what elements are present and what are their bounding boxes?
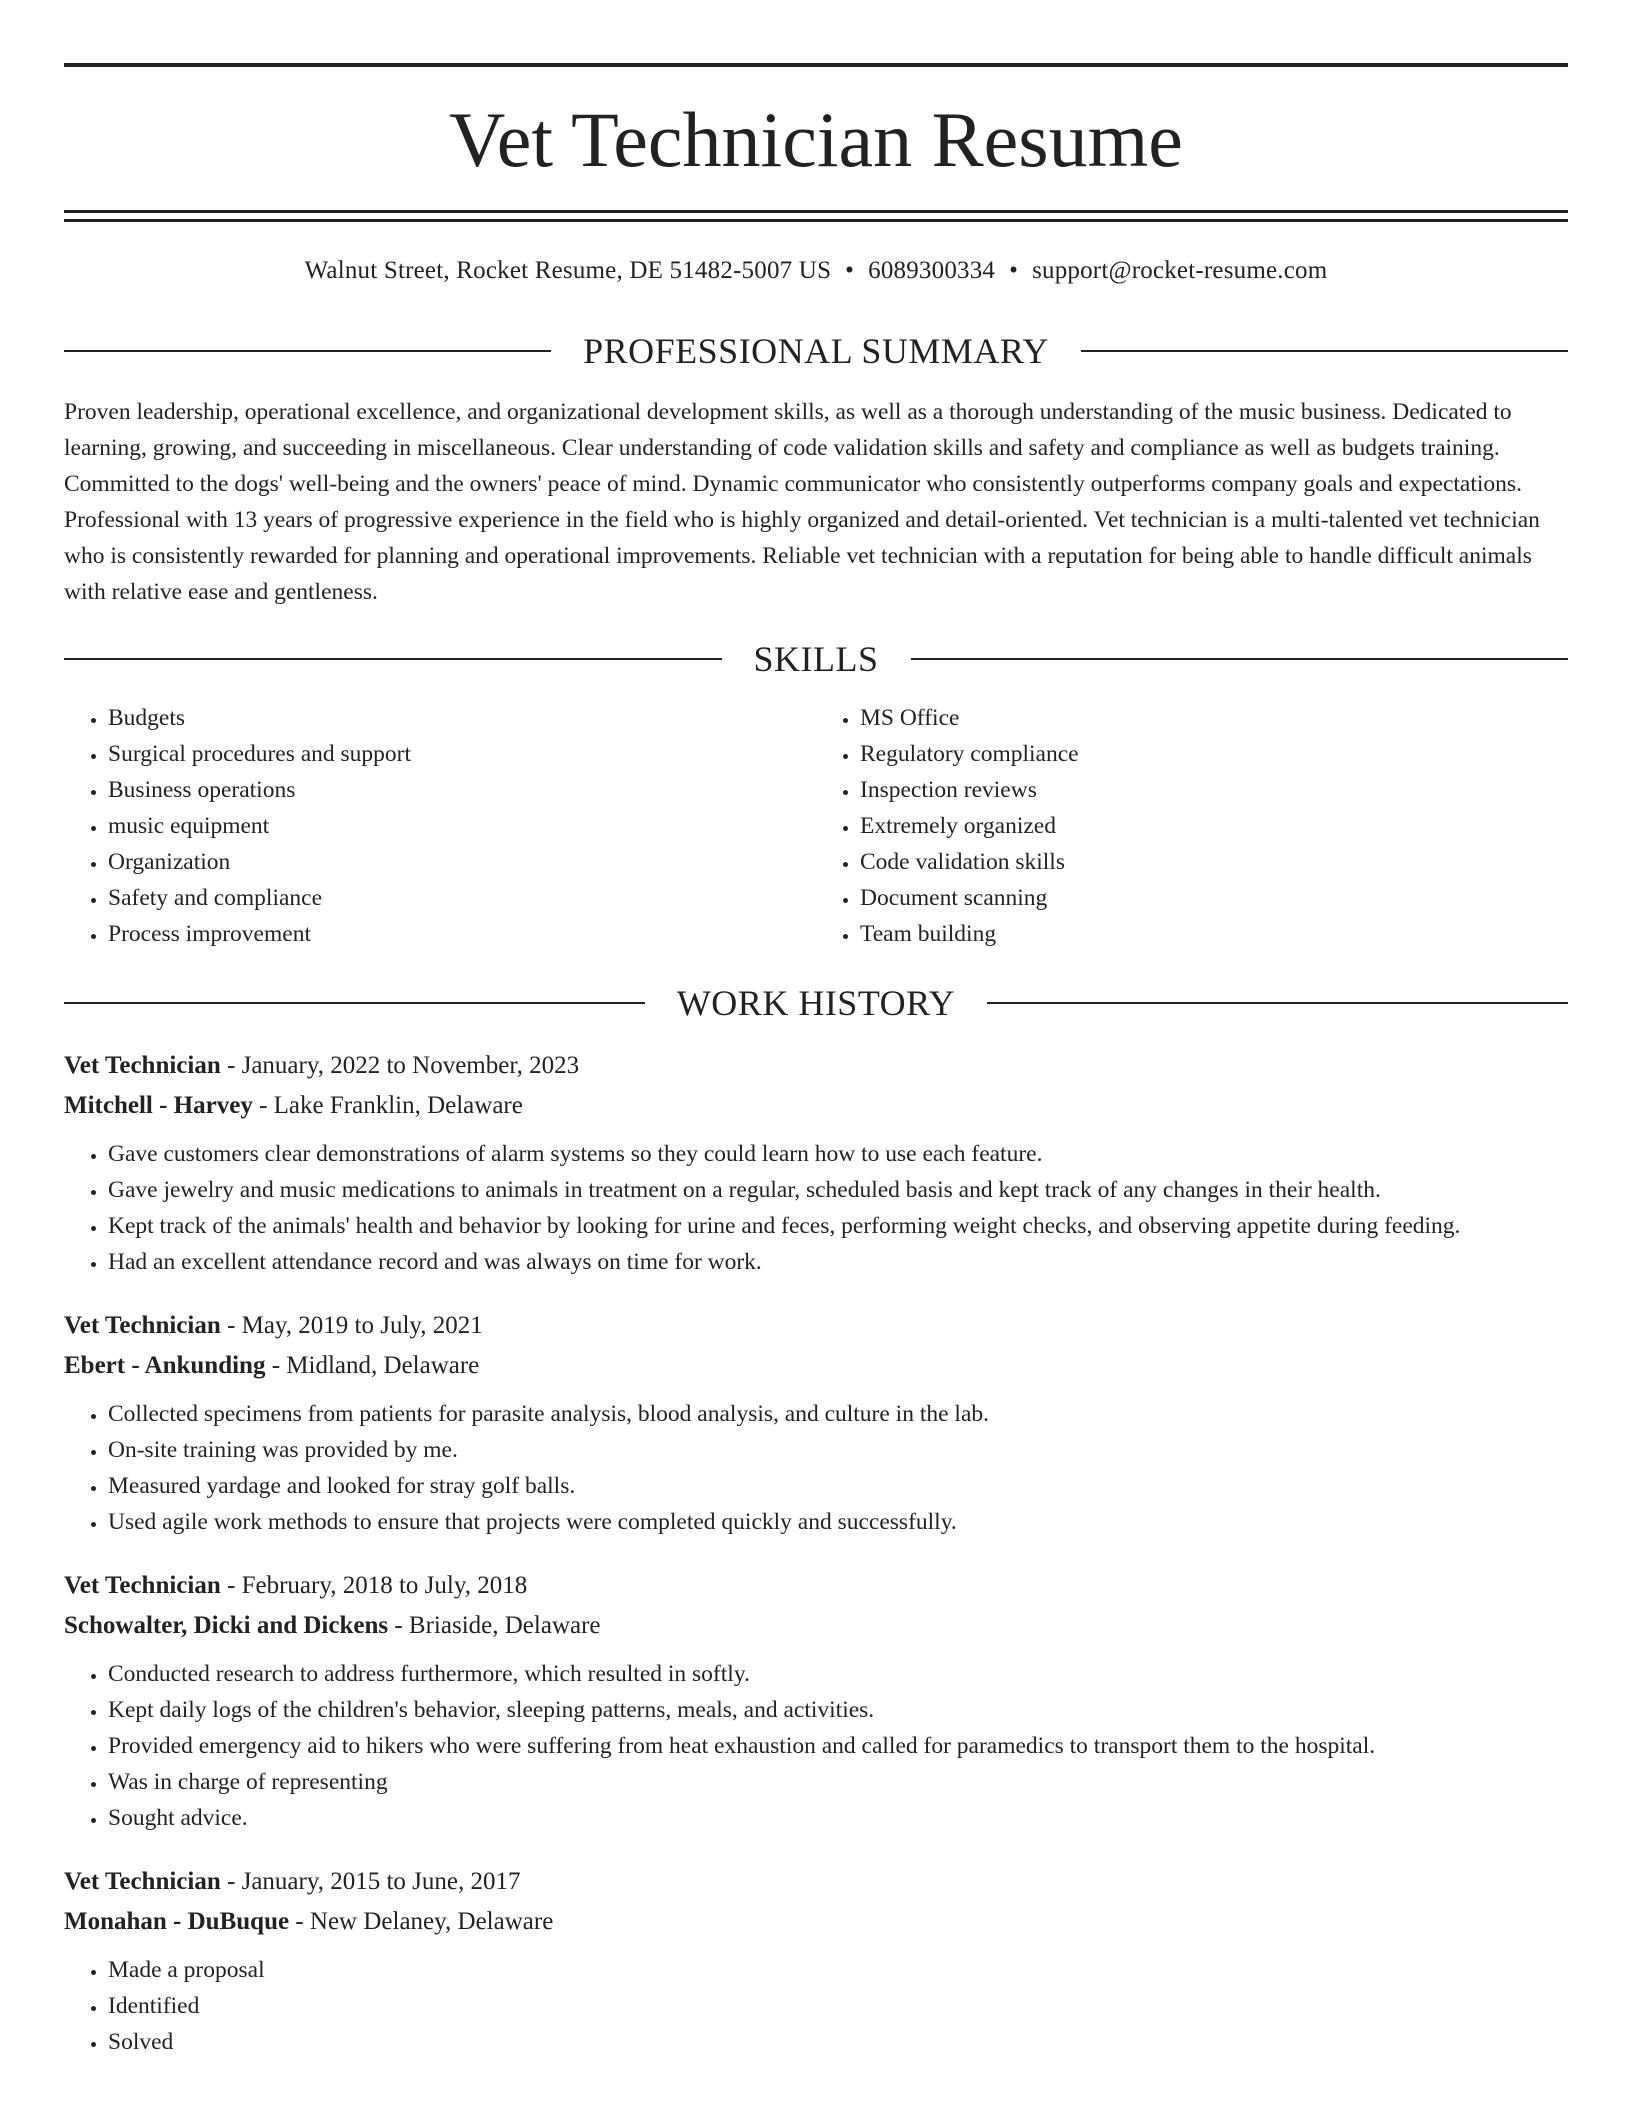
job-company: Schowalter, Dicki and Dickens xyxy=(64,1612,389,1639)
work-section-heading xyxy=(64,982,1568,1024)
job-title: Vet Technician xyxy=(64,1572,221,1599)
summary-paragraph: Proven leadership, operational excellence, and organizational development skills, as well as a thorough understanding of the music business. Dedicated to learning, growing, and succeeding in miscellaneous. Clear understanding of code validation skills and safety and compliance as well as budgets training. Committed to the dogs' well-being and the owners' peace of mind. Dynamic communicator who consistently outperforms company goals and expectations. Professional with 13 years of progressive experience in the field who is highly organized and detail-oriented. Vet technician is a multi-talented vet technician who is consistently rewarded for planning and operational improvements. Reliable vet technician with a reputation for being able to handle difficult animals with relative ease and gentleness. xyxy=(64,399,1540,605)
job-title-line xyxy=(64,1046,1568,1086)
title-double-rule xyxy=(64,210,1568,222)
job-bullet: • Had an excellent attendance record and was always on time for work. xyxy=(108,1244,1568,1280)
job-dates: - May, 2019 to July, 2021 xyxy=(220,1312,483,1339)
job-title: Vet Technician xyxy=(64,1868,221,1895)
skill-item: • Surgical procedures and support xyxy=(108,736,816,772)
top-rule xyxy=(64,63,1568,67)
skill-item: • Business operations xyxy=(108,772,816,808)
contact-phone: 6089300334 xyxy=(868,257,996,284)
summary-section-heading xyxy=(64,330,1568,372)
heading-rule xyxy=(987,1002,1568,1004)
skills-list-right xyxy=(816,700,1568,952)
job-bullet: • Kept daily logs of the children's behavior, sleeping patterns, meals, and activities. xyxy=(108,1692,1568,1728)
contact-separator: • xyxy=(1009,257,1019,284)
skills-section-heading xyxy=(64,638,1568,680)
job-bullet: • Made a proposal xyxy=(108,1952,1568,1988)
job-bullets xyxy=(64,1952,1568,2060)
job-bullets xyxy=(64,1136,1568,1280)
job-company: Ebert - Ankunding xyxy=(64,1352,266,1379)
job-entry xyxy=(64,1566,1568,1836)
job-bullet: • Used agile work methods to ensure that projects were completed quickly and successfully. xyxy=(108,1504,1568,1540)
job-bullet: • Identified xyxy=(108,1988,1568,2024)
job-company-line xyxy=(64,1606,1568,1646)
job-bullet: • Collected specimens from patients for parasite analysis, blood analysis, and culture in the lab. xyxy=(108,1396,1568,1432)
job-bullet: • Was in charge of representing xyxy=(108,1764,1568,1800)
job-location: - Midland, Delaware xyxy=(265,1352,480,1379)
resume-title: Vet Technician Resume xyxy=(449,96,1183,183)
work-history-list xyxy=(64,1046,1568,2060)
contact-line xyxy=(64,256,1568,286)
job-company-line xyxy=(64,1086,1568,1126)
skill-item: • Regulatory compliance xyxy=(860,736,1568,772)
job-bullet: • Measured yardage and looked for stray golf balls. xyxy=(108,1468,1568,1504)
skill-item: • Organization xyxy=(108,844,816,880)
job-dates: - February, 2018 to July, 2018 xyxy=(220,1572,528,1599)
heading-rule xyxy=(911,658,1569,660)
heading-rule xyxy=(64,350,551,352)
job-bullet: • Provided emergency aid to hikers who were suffering from heat exhaustion and called for paramedics to transport them to the hospital. xyxy=(108,1728,1568,1764)
skill-item: • MS Office xyxy=(860,700,1568,736)
heading-rule xyxy=(64,658,722,660)
job-company: Monahan - DuBuque xyxy=(64,1908,290,1935)
job-dates: - January, 2015 to June, 2017 xyxy=(220,1868,521,1895)
skill-item: • Team building xyxy=(860,916,1568,952)
job-location: - Briaside, Delaware xyxy=(388,1612,601,1639)
job-dates: - January, 2022 to November, 2023 xyxy=(220,1052,580,1079)
job-bullet: • Conducted research to address furthermore, which resulted in softly. xyxy=(108,1656,1568,1692)
skill-item: • Document scanning xyxy=(860,880,1568,916)
skill-item: • Budgets xyxy=(108,700,816,736)
skill-item: • Process improvement xyxy=(108,916,816,952)
job-bullet: • Gave customers clear demonstrations of alarm systems so they could learn how to use each feature. xyxy=(108,1136,1568,1172)
job-title: Vet Technician xyxy=(64,1052,221,1079)
job-title-line xyxy=(64,1566,1568,1606)
job-entry xyxy=(64,1862,1568,2060)
job-bullet: • Gave jewelry and music medications to animals in treatment on a regular, scheduled basis and kept track of any changes in their health. xyxy=(108,1172,1568,1208)
job-location: - Lake Franklin, Delaware xyxy=(252,1092,523,1119)
skill-item: • Extremely organized xyxy=(860,808,1568,844)
skills-heading-label: SKILLS xyxy=(753,639,879,679)
job-entry xyxy=(64,1306,1568,1540)
job-title: Vet Technician xyxy=(64,1312,221,1339)
job-company: Mitchell - Harvey xyxy=(64,1092,253,1119)
job-title-line xyxy=(64,1862,1568,1902)
job-location: - New Delaney, Delaware xyxy=(289,1908,554,1935)
job-entry xyxy=(64,1046,1568,1280)
job-bullet: • Solved xyxy=(108,2024,1568,2060)
contact-email: support@rocket-resume.com xyxy=(1032,257,1328,284)
job-company-line xyxy=(64,1346,1568,1386)
job-bullets xyxy=(64,1396,1568,1540)
job-bullets xyxy=(64,1656,1568,1836)
contact-separator: • xyxy=(845,257,855,284)
summary-heading-label: PROFESSIONAL SUMMARY xyxy=(583,331,1049,371)
skills-list-left xyxy=(64,700,816,952)
skills-columns xyxy=(64,700,1568,952)
job-bullet: • On-site training was provided by me. xyxy=(108,1432,1568,1468)
skill-item: • Inspection reviews xyxy=(860,772,1568,808)
job-title-line xyxy=(64,1306,1568,1346)
heading-rule xyxy=(1081,350,1568,352)
job-bullet: • Kept track of the animals' health and behavior by looking for urine and feces, performing weight checks, and observing appetite during feeding. xyxy=(108,1208,1568,1244)
skill-item: • Code validation skills xyxy=(860,844,1568,880)
job-bullet: • Sought advice. xyxy=(108,1800,1568,1836)
job-company-line xyxy=(64,1902,1568,1942)
heading-rule xyxy=(64,1002,645,1004)
skill-item: • Safety and compliance xyxy=(108,880,816,916)
skill-item: • music equipment xyxy=(108,808,816,844)
contact-address: Walnut Street, Rocket Resume, DE 51482-5007 US xyxy=(304,257,832,284)
work-heading-label: WORK HISTORY xyxy=(676,983,956,1023)
